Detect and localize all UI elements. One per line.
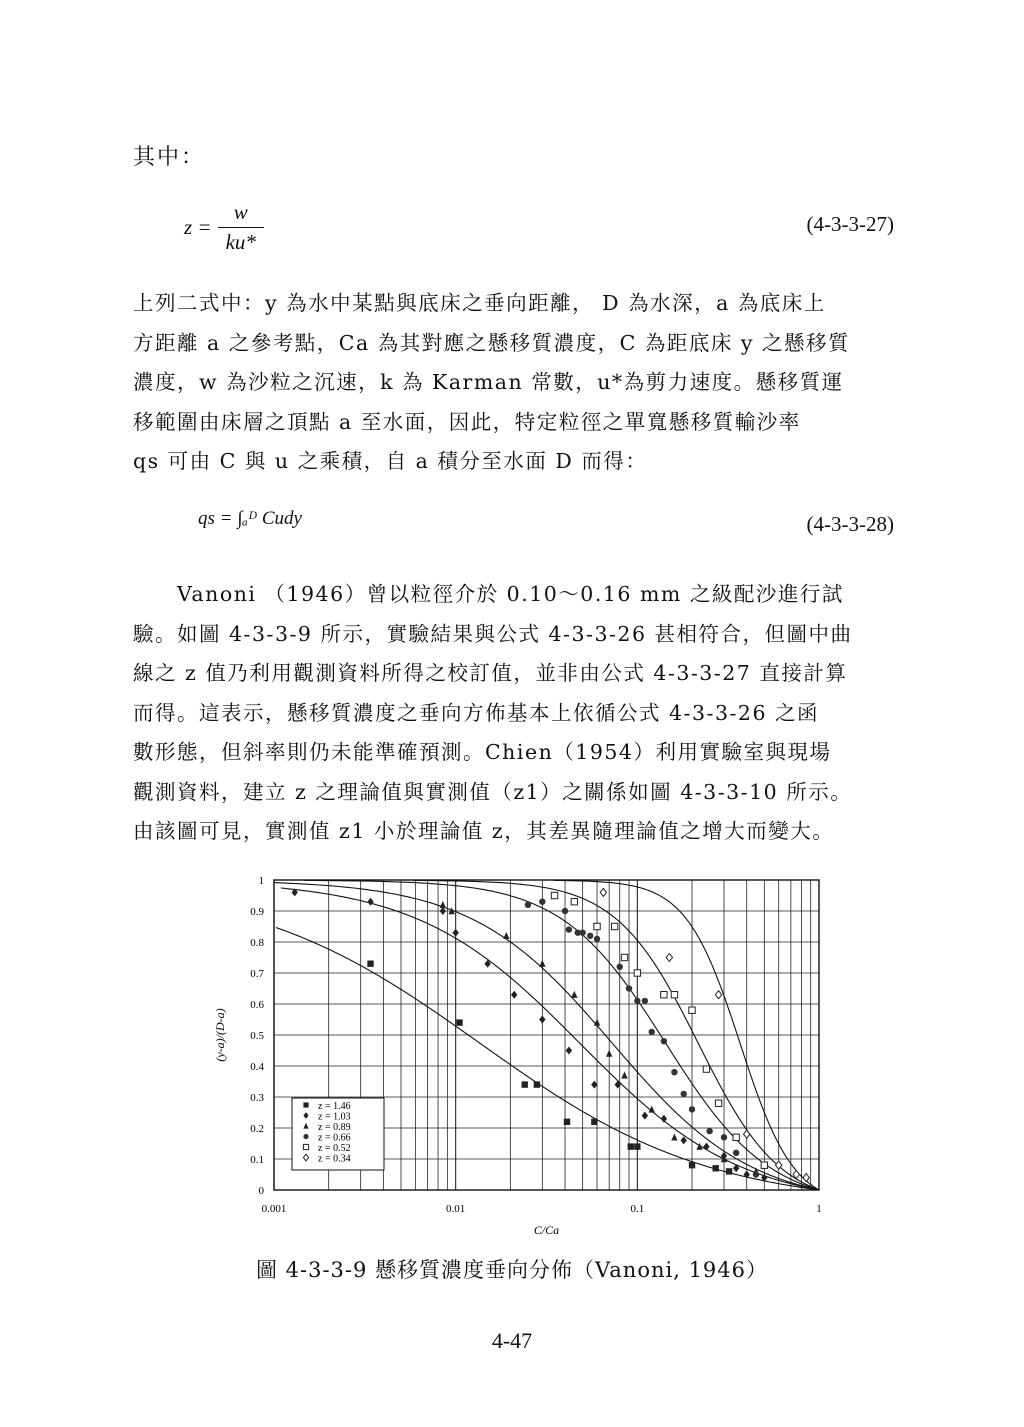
data-point (534, 1081, 540, 1087)
y-tick-label: 0.4 (250, 1061, 264, 1073)
concentration-profile-chart (0, 870, 1024, 1240)
x-axis-label: C/Ca (533, 1223, 560, 1237)
paragraph-line: 驗。如圖 4-3-3-9 所示，實驗結果與公式 4-3-3-26 甚相符合，但圖中曲 (133, 621, 853, 646)
data-point (621, 954, 627, 960)
data-point (634, 970, 640, 976)
y-tick-label: 0 (258, 1185, 264, 1197)
fraction-denominator: ku* (218, 227, 264, 255)
data-point (452, 929, 458, 937)
legend-label: z = 1.03 (318, 1111, 351, 1123)
x-tick-label: 0.1 (630, 1203, 645, 1215)
data-point (591, 1081, 597, 1089)
legend-label: z = 0.34 (318, 1153, 351, 1165)
y-tick-label: 0.8 (250, 937, 264, 949)
data-point (661, 1038, 667, 1044)
y-tick-label: 0.7 (250, 968, 264, 980)
data-point (621, 1072, 627, 1079)
data-point (671, 992, 677, 998)
paragraph-line: 觀測資料，建立 z 之理論值與實測值（z1）之關係如圖 4-3-3-10 所示。 (133, 779, 853, 804)
y-tick-label: 0.3 (250, 1092, 264, 1104)
data-point (594, 923, 600, 929)
paragraph-line: 線之 z 值乃利用觀測資料所得之校訂值，並非由公式 4-3-3-27 直接計算 (133, 661, 848, 685)
data-point (649, 1029, 655, 1035)
data-point (564, 1119, 570, 1125)
paragraph-line: 方距離 a 之參考點，Ca 為其對應之懸移質濃度，C 為距底床 y 之懸移質 (133, 330, 850, 355)
equation-4-3-3-28: qs = ∫ₐᴰ Cudy (198, 508, 302, 529)
data-point (440, 901, 446, 908)
data-point (666, 954, 672, 962)
data-point (503, 932, 509, 939)
data-point (661, 1115, 667, 1123)
y-tick-label: 0.5 (250, 1030, 264, 1042)
data-point (712, 1165, 718, 1171)
y-axis-label: (y-a)/(D-a) (213, 1008, 227, 1062)
data-point (594, 936, 600, 942)
data-point (587, 933, 593, 939)
data-point (634, 998, 640, 1004)
data-point (367, 961, 373, 967)
legend-label: z = 1.46 (318, 1101, 351, 1112)
data-point (539, 960, 545, 967)
equation-number-27: (4-3-3-27) (806, 212, 894, 236)
data-point (634, 1143, 640, 1149)
data-point (671, 1134, 677, 1141)
y-tick-label: 0.1 (250, 1154, 264, 1166)
data-point (511, 991, 517, 999)
y-tick-label: 0.9 (250, 906, 264, 918)
paragraph-line: 數形態，但斜率則仍未能準確預測。Chien（1954）利用實驗室與現場 (133, 740, 832, 764)
paragraph-line: 由該圖可見，實測值 z1 小於理論值 z，其差異隨理論值之增大而變大。 (133, 819, 835, 843)
legend-marker (303, 1134, 308, 1139)
data-point (539, 1016, 545, 1024)
data-point (456, 1019, 462, 1025)
data-point (661, 992, 667, 998)
paragraph-line: 移範圍由床層之頂點 a 至水面，因此，特定粒徑之單寬懸移質輸沙率 (133, 409, 801, 434)
paragraph-line: 上列二式中：y 為水中某點與底床之垂向距離， D 為水深，a 為底床上 (133, 291, 826, 315)
data-point (551, 892, 557, 898)
data-point (703, 1066, 709, 1072)
data-point (703, 1143, 709, 1151)
paragraph-line: 濃度，w 為沙粒之沉速，k 為 Karman 常數，u*為剪力速度。懸移質運 (133, 370, 844, 394)
chart-axes (213, 875, 822, 1237)
data-point (689, 1106, 695, 1112)
data-point (726, 1168, 732, 1174)
data-point (689, 1007, 695, 1013)
data-point (681, 1091, 687, 1097)
x-tick-label: 0.001 (261, 1203, 287, 1215)
paragraph-line: qs 可由 C 與 u 之乘積，自 a 積分至水面 D 而得： (133, 449, 648, 473)
data-point (579, 930, 585, 936)
page-number: 4-47 (491, 1328, 533, 1353)
data-point (689, 1162, 695, 1168)
data-point (642, 998, 648, 1004)
x-tick-label: 0.01 (446, 1203, 466, 1215)
data-point (611, 923, 617, 929)
paragraph-line: 而得。這表示，懸移質濃度之垂向方佈基本上依循公式 4-3-3-26 之函 (133, 700, 820, 725)
data-point (591, 1119, 597, 1125)
data-point (706, 1128, 712, 1134)
data-point (571, 899, 577, 905)
data-point (733, 1150, 739, 1156)
data-point (628, 1143, 634, 1149)
fraction (218, 200, 264, 255)
data-point (367, 898, 373, 906)
data-point (642, 1112, 648, 1120)
figure-caption: 圖 4-3-3-9 懸移質濃度垂向分佈（Vanoni, 1946） (255, 1258, 769, 1282)
legend-marker (303, 1144, 308, 1149)
legend-label: z = 0.89 (318, 1122, 351, 1133)
data-point (562, 908, 568, 914)
data-point (525, 902, 531, 908)
chart-legend (292, 1098, 384, 1170)
data-point (600, 888, 606, 896)
equation-number-28: (4-3-3-28) (806, 512, 894, 536)
fraction-numerator: w (233, 200, 248, 224)
paragraph-definitions (133, 284, 910, 482)
data-point (761, 1162, 767, 1168)
data-point (671, 1069, 677, 1075)
intro-text: 其中： (133, 145, 206, 170)
data-point (566, 1047, 572, 1055)
y-tick-label: 0.6 (250, 999, 264, 1011)
data-point (539, 899, 545, 905)
data-point (715, 991, 721, 999)
data-point (566, 926, 572, 932)
data-point (744, 1130, 750, 1138)
y-tick-label: 1 (258, 875, 264, 887)
legend-label: z = 0.66 (318, 1132, 351, 1144)
legend-label: z = 0.52 (318, 1143, 351, 1154)
x-tick-label: 1 (816, 1203, 822, 1215)
data-point (681, 1136, 687, 1144)
equation-lhs: z = (184, 215, 212, 239)
data-point (522, 1081, 528, 1087)
data-point (606, 1050, 612, 1057)
data-point (753, 1171, 759, 1177)
y-tick-label: 0.2 (250, 1123, 264, 1135)
equation-4-3-3-27 (184, 200, 264, 255)
data-point (721, 1134, 727, 1140)
data-point (571, 991, 577, 998)
paragraph-vanoni (133, 575, 910, 852)
data-point (715, 1100, 721, 1106)
data-point (617, 964, 623, 970)
legend-marker (303, 1102, 308, 1107)
data-point (803, 1174, 809, 1182)
paragraph-line: Vanoni （1946）曾以粒徑介於 0.10～0.16 mm 之級配沙進行試 (133, 582, 844, 606)
data-point (626, 985, 632, 991)
data-point (733, 1134, 739, 1140)
